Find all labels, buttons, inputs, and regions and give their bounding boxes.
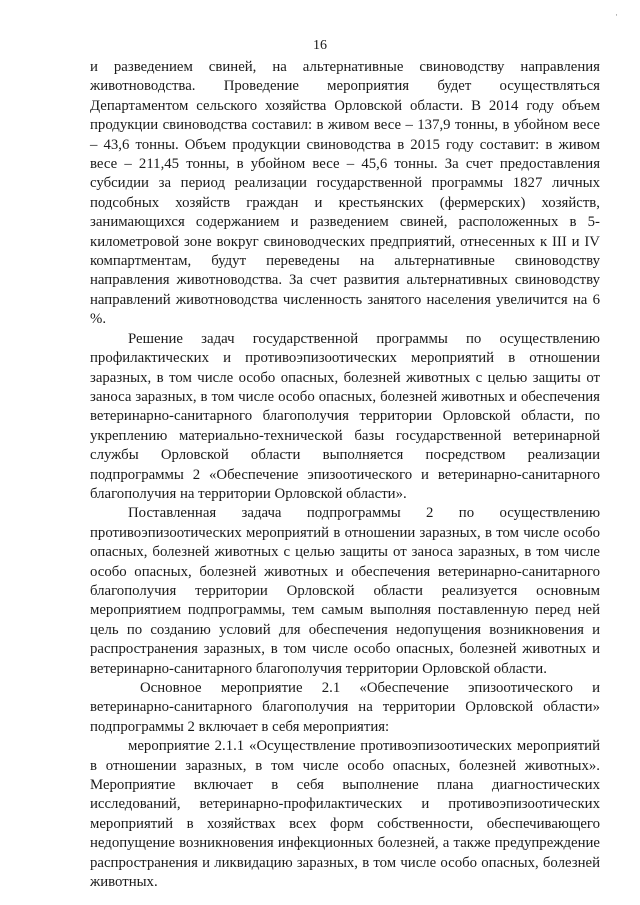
paragraph-4: Основное мероприятие 2.1 «Обеспечение эпизоотического и ветеринарно-санитарного благополучия на территории Орловской области» подпрограммы 2 включает в себя мероприятия:	[90, 680, 600, 735]
body-text	[90, 58, 600, 892]
paragraph-1: и разведением свиней, на альтернативные свиноводству направления животноводства. Проведение мероприятия будет осуществляться Департаментом сельского хозяйства Орловской области. В 2014 году объем продукции свиноводства составил: в живом весе – 137,9 тонны, в убойном весе – 43,6 тонны. Объем продукции свиноводства в 2015 году составит: в живом весе – 211,45 тонны, в убойном весе – 45,6 тонны. За счет предоставления субсидии за период реализации государственной программы 1827 личных подсобных хозяйств граждан и крестьянских (фермерских) хозяйств, занимающихся содержанием и разведением свиней, расположенных в 5-километровой зоне вокруг свиноводческих предприятий, отнесенных к III и IV компартментам, будут переведены на альтернативные свиноводству направления животноводства. За счет развития альтернативных свиноводству направлений животноводства численность занятого населения увеличится на 6 %.	[90, 59, 600, 328]
corner-mark: ·	[615, 10, 618, 20]
paragraph-5: мероприятие 2.1.1 «Осуществление противоэпизоотических мероприятий в отношении заразных, в том числе особо опасных, болезней животных». Мероприятие включает в себя выполнение плана диагностических исследований, ветеринарно-профилактических и противоэпизоотических мероприятий в хозяйствах всех форм собственности, обеспечивающего недопущение возникновения инфекционных болезней, а также предупреждение распространения и ликвидацию заразных, в том числе особо опасных, болезней животных.	[90, 738, 600, 891]
page-number: 16	[313, 38, 327, 53]
paragraph-2: Решение задач государственной программы по осуществлению профилактических и противоэпизоотических мероприятий в отношении заразных, в том числе особо опасных, болезней животных с целью защиты от заноса заразных, в том числе особо опасных, болезней животных и обеспечения ветеринарно-санитарного благополучия территории Орловской области, по укреплению материально-технической базы государственной ветеринарной службы Орловской области выполняется посредством реализации подпрограммы 2 «Обеспечение эпизоотического и ветеринарно-санитарного благополучия на территории Орловской области».	[90, 330, 600, 502]
paragraph-3: Поставленная задача подпрограммы 2 по осуществлению противоэпизоотических мероприятий в отношении заразных, в том числе особо опасных, болезней животных с целью защиты от заноса заразных, в том числе особо опасных, болезней животных и обеспечения ветеринарно-санитарного благополучия территории Орловской области реализуется основным мероприятием подпрограммы, тем самым выполняя поставленную перед ней цель по созданию условий для обеспечения недопущения возникновения и распространения заразных, в том числе особо опасных, болезней животных и ветеринарно-санитарного благополучия территории Орловской области.	[90, 505, 600, 677]
